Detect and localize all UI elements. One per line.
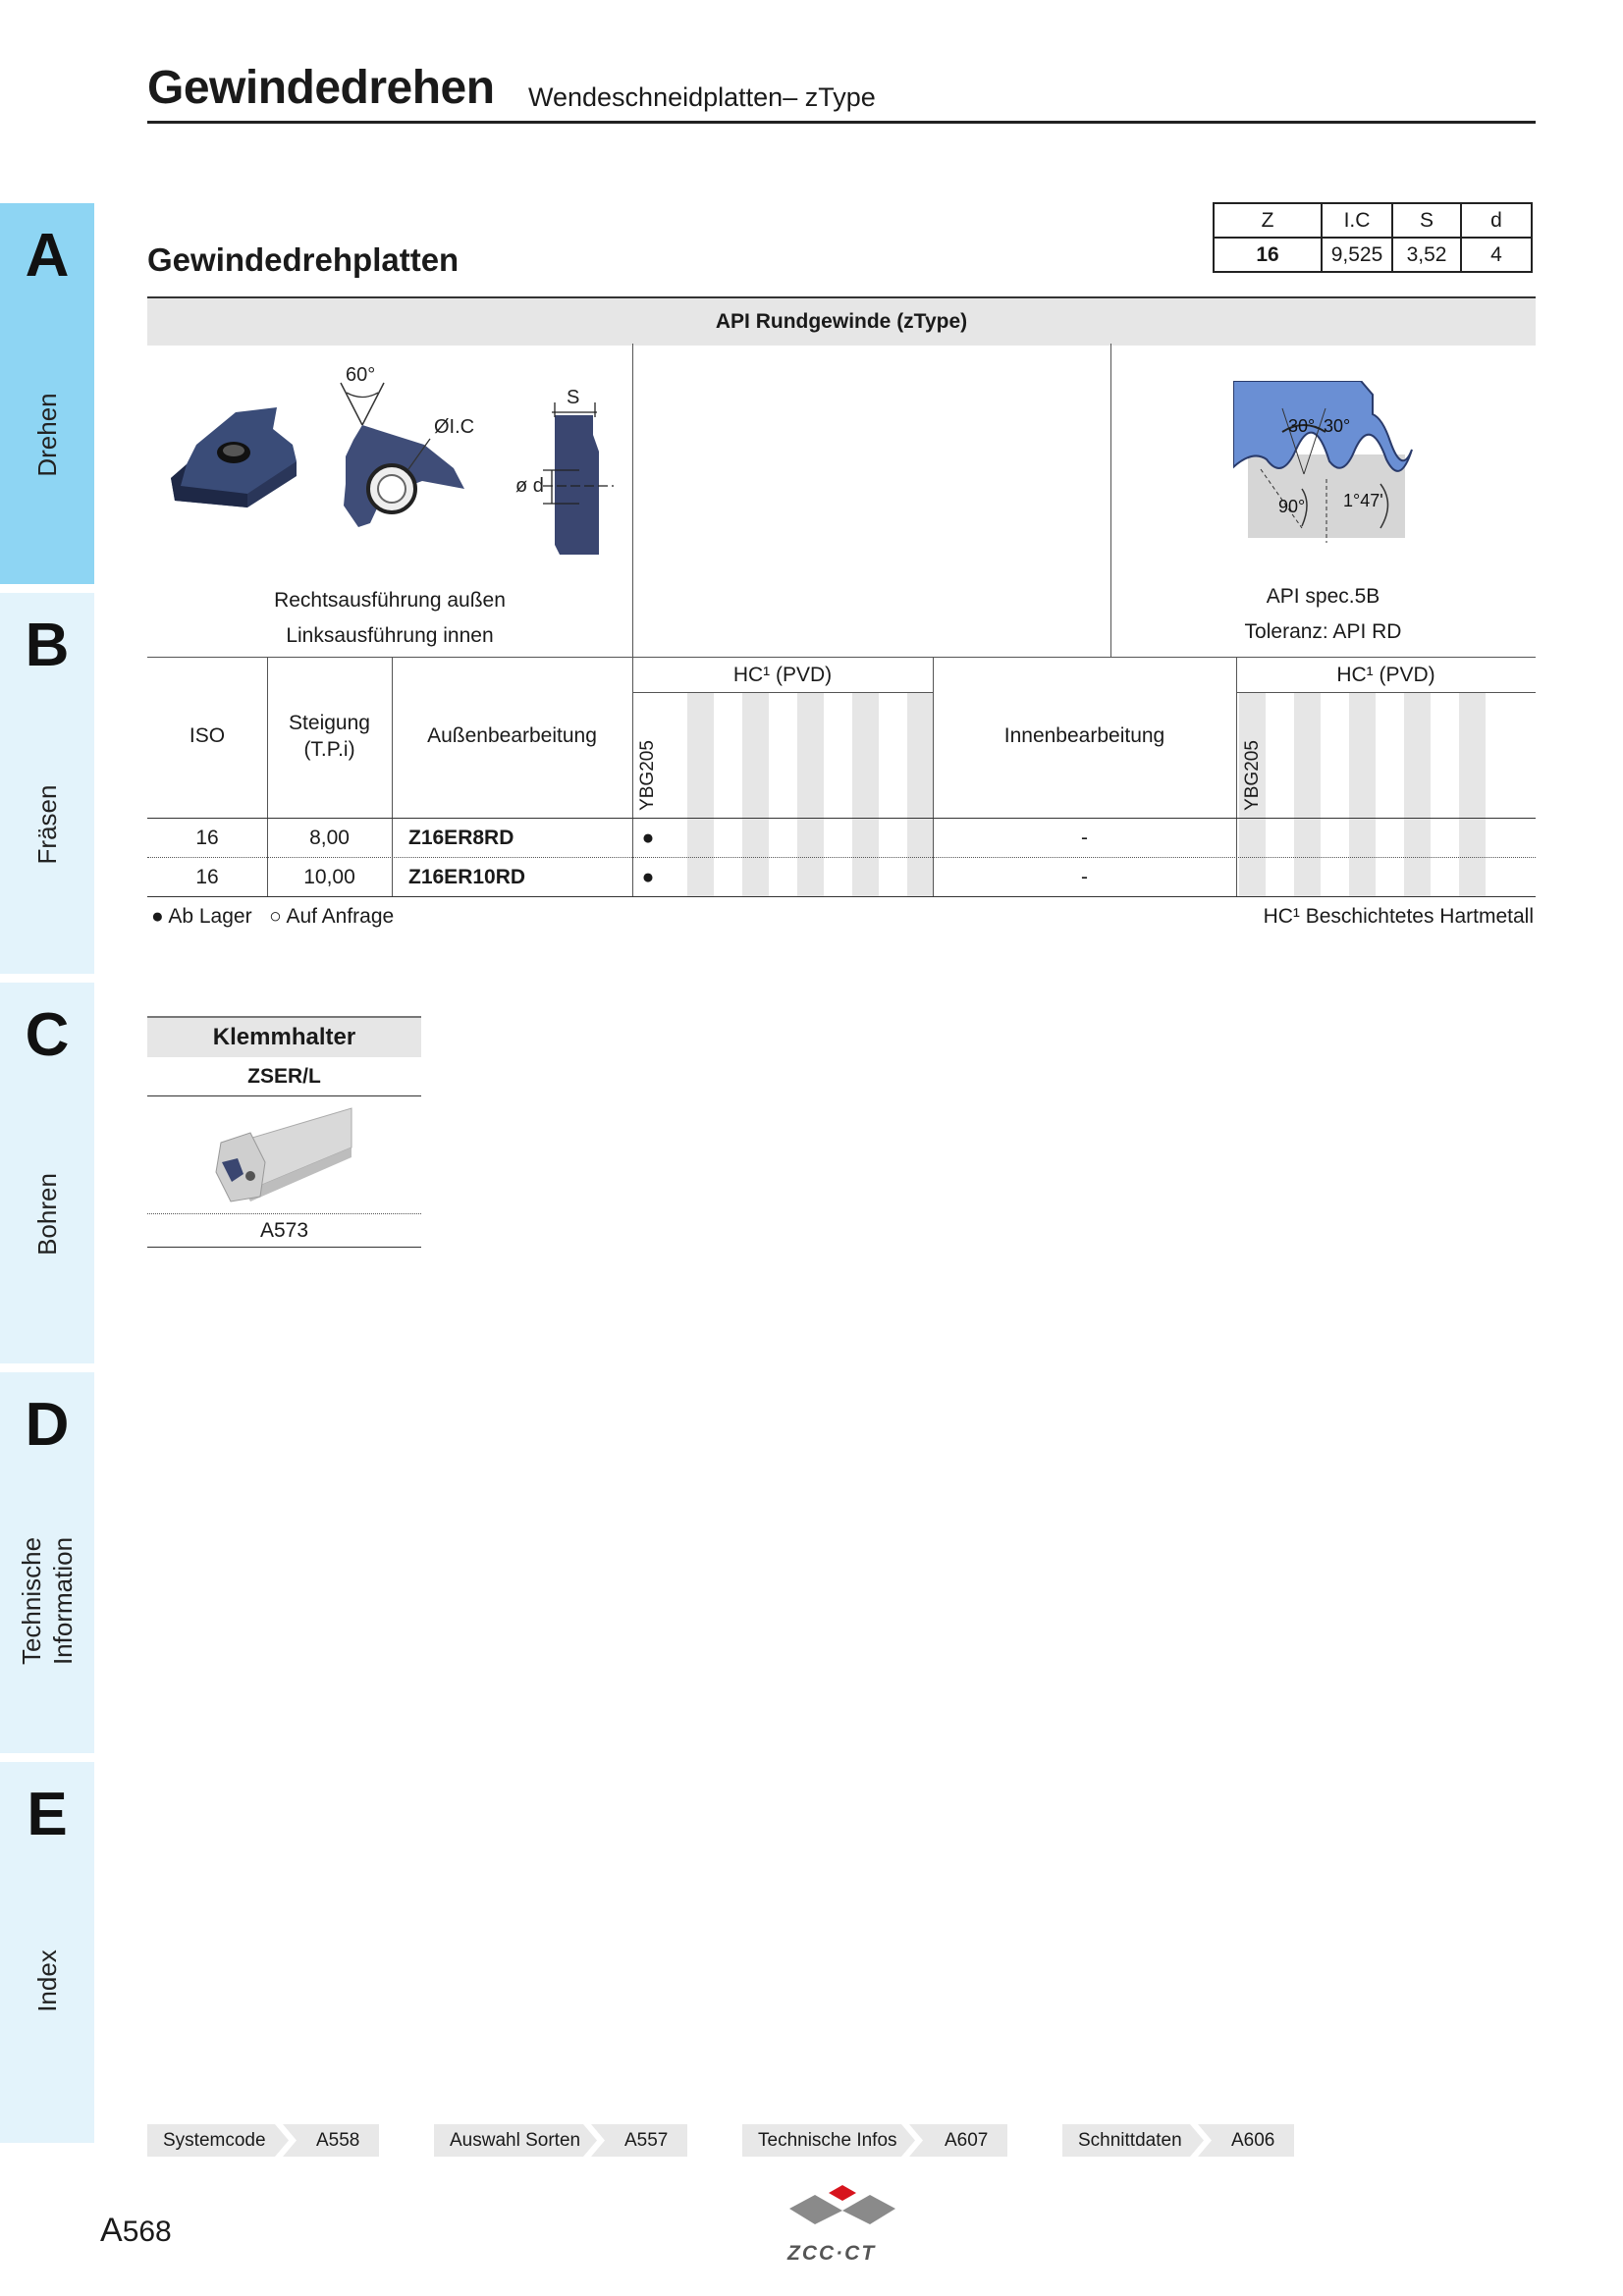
page-title: Gewindedrehen: [147, 62, 495, 114]
footer-link-page: A557: [624, 2130, 669, 2151]
insert-front-view-icon: [341, 383, 464, 527]
clamp-holder-model: ZSER/L: [247, 1065, 321, 1088]
insert-3d-icon: [171, 407, 297, 507]
api-title: API Rundgewinde (zType): [715, 310, 968, 333]
insert-d-label: ø d: [515, 475, 544, 497]
side-tab-letter: C: [25, 1001, 70, 1069]
grade-right-label: YBG205: [1242, 740, 1263, 811]
cell-stock: ●: [641, 866, 655, 888]
cell-innen: -: [1081, 827, 1088, 849]
insert-ic-label: ØI.C: [434, 416, 475, 438]
spec-header-d: d: [1461, 203, 1532, 238]
footer-link-label: Technische Infos: [758, 2130, 897, 2151]
page-number-value: 568: [122, 2216, 172, 2248]
col-innen-header: Innenbearbeitung: [1003, 724, 1165, 747]
cell-steigung: 8,00: [309, 827, 350, 849]
insert-drawing: [167, 358, 619, 564]
stock-legend: ● Ab Lager ○ Auf Anfrage: [151, 905, 395, 928]
cell-iso: 16: [195, 827, 219, 849]
side-tab-e[interactable]: [0, 1762, 94, 2143]
col-steigung-header: Steigung: [289, 712, 370, 734]
cell-innen: -: [1081, 866, 1088, 888]
table-divider: [632, 344, 633, 897]
chevron-right-icon: [273, 2124, 298, 2157]
thread-angle-right-label: 30°: [1324, 416, 1351, 436]
spec-header-s: S: [1392, 203, 1461, 238]
side-tab-a[interactable]: [0, 203, 94, 584]
side-tab-label: Index: [32, 1949, 62, 2012]
page-subtitle: Wendeschneidplatten– zType: [528, 82, 876, 112]
side-tab-label: Bohren: [32, 1173, 62, 1255]
cell-iso: 16: [195, 866, 219, 888]
footer-link-label: Systemcode: [163, 2130, 266, 2151]
side-tab-d[interactable]: [0, 1372, 94, 1753]
footer-link-label: Auswahl Sorten: [450, 2130, 581, 2151]
insert-angle-label: 60°: [346, 364, 376, 386]
table-rule: [147, 657, 1536, 658]
column-stripe: [1349, 693, 1376, 897]
cell-stock: ●: [641, 827, 655, 849]
footer-link-technische-infos[interactable]: [742, 2124, 1007, 2157]
col-steigung-unit: (T.P.i): [303, 738, 355, 761]
cell-aussen: Z16ER8RD: [408, 827, 514, 849]
page-number-prefix: A: [100, 2212, 123, 2249]
side-tab-letter: D: [25, 1391, 70, 1459]
cell-aussen: Z16ER10RD: [408, 866, 526, 888]
table-divider: [933, 657, 934, 897]
chevron-right-icon: [1188, 2124, 1214, 2157]
thread-angle-90-label: 90°: [1278, 497, 1306, 516]
insert-side-view-icon: [543, 402, 614, 555]
insert-s-label: S: [567, 387, 580, 408]
group-left-header: HC¹ (PVD): [732, 664, 833, 686]
side-tab-label: Fräsen: [32, 784, 62, 865]
column-stripe: [687, 693, 714, 897]
spec-value-ic: 9,525: [1322, 238, 1392, 272]
clamp-rule: [147, 1247, 421, 1248]
thread-caption-2: Toleranz: API RD: [1244, 620, 1402, 643]
col-iso-header: ISO: [189, 724, 226, 747]
col-aussen-header: Außenbearbeitung: [427, 724, 597, 747]
footer-link-schnittdaten[interactable]: [1062, 2124, 1294, 2157]
column-stripe: [852, 693, 879, 897]
side-tab-letter: A: [25, 222, 70, 290]
clamp-rule: [147, 1095, 421, 1096]
thread-caption-1: API spec.5B: [1266, 585, 1380, 608]
side-tab-letter: B: [25, 612, 70, 679]
spec-table: [1213, 202, 1533, 273]
spec-value-d: 4: [1461, 238, 1532, 272]
footer-link-label: Schnittdaten: [1078, 2130, 1182, 2151]
side-tab-label: [16, 1537, 79, 1665]
insert-caption-2: Linksausführung innen: [286, 624, 494, 647]
row-separator: [147, 857, 1536, 858]
spec-value-s: 3,52: [1392, 238, 1461, 272]
chevron-right-icon: [581, 2124, 607, 2157]
thread-taper-label: 1°47': [1343, 491, 1383, 510]
side-tab-b[interactable]: [0, 593, 94, 974]
table-divider: [267, 657, 268, 897]
cell-steigung: 10,00: [303, 866, 355, 888]
spec-header-z: Z: [1214, 203, 1322, 238]
clamp-holder-icon[interactable]: [206, 1103, 353, 1206]
zcc-ct-logo-icon: [785, 2183, 899, 2240]
grade-left-label: YBG205: [637, 740, 658, 811]
chevron-right-icon: [899, 2124, 925, 2157]
thread-angle-left-label: 30°: [1288, 416, 1316, 436]
page-number: [100, 2212, 172, 2250]
column-stripe: [1404, 693, 1431, 897]
thread-profile-drawing: [1233, 381, 1420, 543]
api-title-bar: [147, 296, 1536, 346]
table-rule: [147, 896, 1536, 897]
table-rule: [1236, 692, 1536, 693]
section-title: Gewindedrehplatten: [147, 241, 460, 278]
spec-value-z: 16: [1214, 238, 1322, 272]
table-rule: [632, 692, 933, 693]
logo-text: ZCC·CT: [787, 2242, 877, 2265]
clamp-separator: [147, 1213, 421, 1214]
side-tab-c[interactable]: [0, 983, 94, 1363]
side-tab-label: Drehen: [32, 393, 62, 477]
insert-caption-1: Rechtsausführung außen: [274, 589, 506, 612]
thread-profile-icon: [1233, 381, 1420, 543]
table-rule: [147, 818, 1536, 819]
group-right-header: HC¹ (PVD): [1336, 664, 1435, 686]
column-stripe: [1459, 693, 1486, 897]
spec-header-ic: I.C: [1322, 203, 1392, 238]
header-rule: [147, 121, 1536, 124]
footer-link-systemcode[interactable]: [147, 2124, 379, 2157]
column-stripe: [797, 693, 824, 897]
table-divider: [392, 657, 393, 897]
table-divider: [1110, 344, 1111, 658]
side-tab-letter: E: [27, 1781, 68, 1848]
column-stripe: [907, 693, 934, 897]
footer-link-page: A607: [945, 2130, 989, 2151]
side-tab-label-line: Technische: [17, 1536, 46, 1666]
footer-link-page: A558: [316, 2130, 360, 2151]
clamp-holder-page-link[interactable]: A573: [259, 1219, 309, 1242]
footer-link-auswahl-sorten[interactable]: [434, 2124, 687, 2157]
clamp-holder-title: Klemmhalter: [147, 1016, 421, 1057]
column-stripe: [742, 693, 769, 897]
footer-link-page: A606: [1231, 2130, 1275, 2151]
column-stripe: [1294, 693, 1321, 897]
coating-legend: HC¹ Beschichtetes Hartmetall: [1263, 905, 1534, 928]
side-tab-label-line: Information: [48, 1536, 78, 1666]
